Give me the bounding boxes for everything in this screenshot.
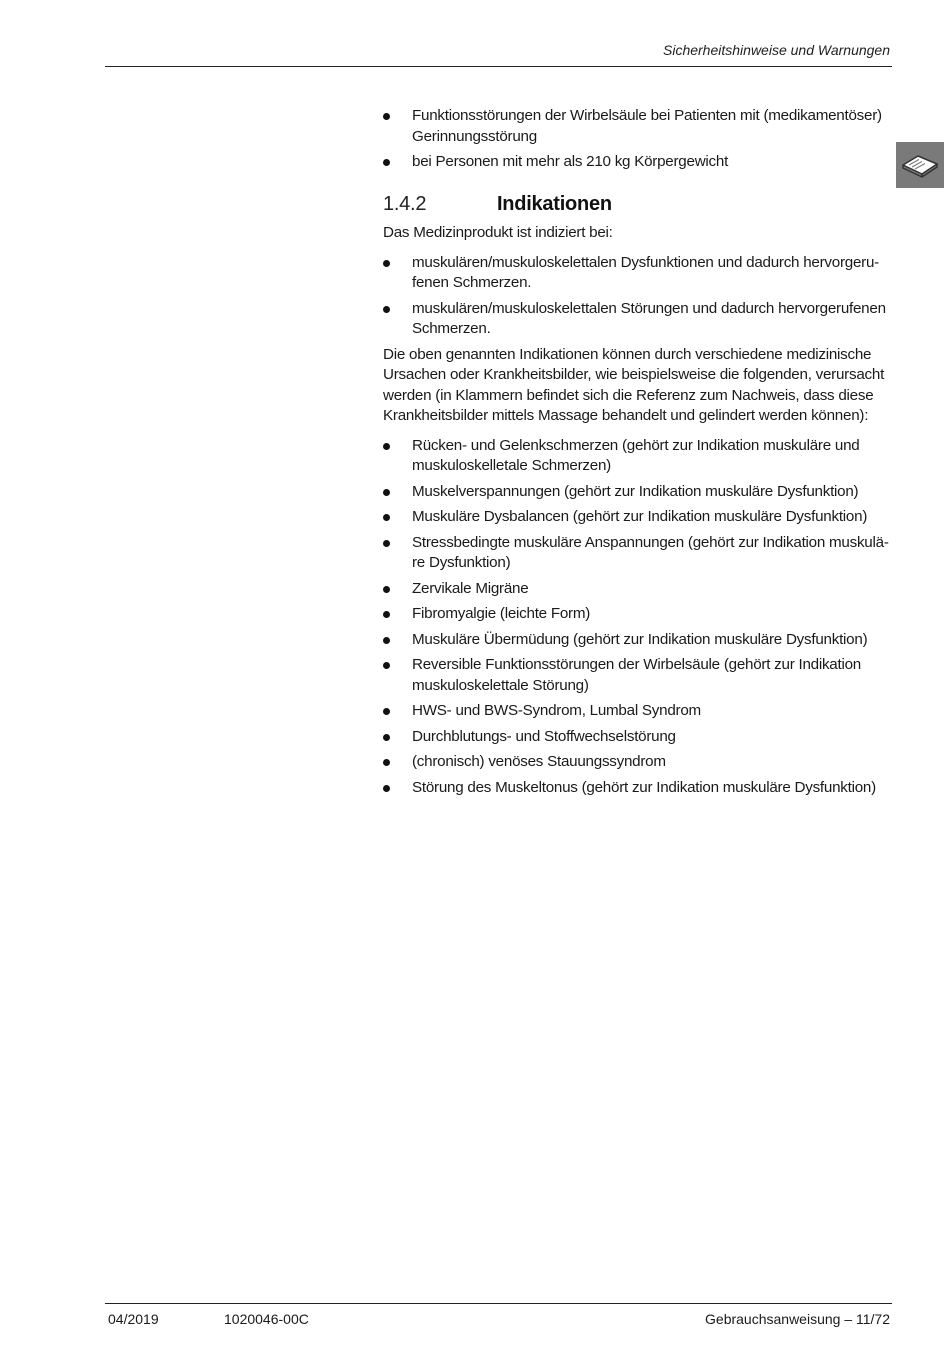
header-divider: [105, 66, 892, 67]
list-item: Muskuläre Übermüdung (gehört zur Indikation muskuläre Dysfunktion): [383, 630, 893, 651]
indication-bullet-list: [383, 253, 893, 340]
section-title: Indikationen: [497, 192, 612, 215]
list-item: HWS- und BWS-Syndrom, Lumbal Syndrom: [383, 701, 893, 722]
chapter-tab: [896, 142, 944, 188]
list-item: Muskuläre Dysbalancen (gehört zur Indikation muskuläre Dysfunktion): [383, 507, 893, 528]
list-item: Muskelverspannungen (gehört zur Indikation muskuläre Dysfunktion): [383, 482, 893, 503]
book-icon: [900, 151, 940, 179]
footer-doc-number: 1020046-00C: [224, 1311, 309, 1327]
list-item: Reversible Funktionsstörungen der Wirbelsäule (gehört zur Indikation muskuloskelettale Störung): [383, 655, 893, 696]
footer-date: 04/2019: [108, 1311, 159, 1327]
condition-bullet-list: [383, 436, 893, 799]
list-item: Funktionsstörungen der Wirbelsäule bei Patienten mit (medikamentöser) Gerinnungsstörung: [383, 106, 893, 147]
section-number: 1.4.2: [383, 192, 427, 215]
list-item: muskulären/muskuloskelettalen Störungen und dadurch hervorgerufenen Schmerzen.: [383, 299, 893, 340]
page-header-title: Sicherheitshinweise und Warnungen: [663, 42, 890, 58]
section-heading: [383, 194, 893, 215]
list-item: Fibromyalgie (leichte Form): [383, 604, 893, 625]
list-item: Zervikale Migräne: [383, 579, 893, 600]
footer-divider: [105, 1303, 892, 1304]
list-item: Rücken- und Gelenkschmerzen (gehört zur Indikation muskuläre und muskuloskelletale Schmerzen): [383, 436, 893, 477]
list-item: muskulären/muskuloskelettalen Dysfunktionen und dadurch hervorgeru-fenen Schmerzen.: [383, 253, 893, 294]
footer-page-number: Gebrauchsanweisung – 11/72: [705, 1311, 890, 1327]
list-item: (chronisch) venöses Stauungssyndrom: [383, 752, 893, 773]
main-content: [383, 106, 893, 803]
list-item: Störung des Muskeltonus (gehört zur Indikation muskuläre Dysfunktion): [383, 778, 893, 799]
list-item: Stressbedingte muskuläre Anspannungen (gehört zur Indikation muskulä-re Dysfunktion): [383, 533, 893, 574]
indication-intro: Das Medizinprodukt ist indiziert bei:: [383, 224, 613, 241]
list-item: Durchblutungs- und Stoffwechselstörung: [383, 727, 893, 748]
cause-paragraph: Die oben genannten Indikationen können durch verschiedene medizinische Ursachen oder Krankheitsbilder, wie beispielsweise die folgenden, verursacht werden (in Klammern befindet sich die Referenz zum Nachweis, dass diese Krankheitsbilder mittels Massage behandelt und gelindert werden können):: [383, 345, 885, 424]
list-item: bei Personen mit mehr als 210 kg Körpergewicht: [383, 152, 893, 173]
intro-bullet-list: [383, 106, 893, 173]
